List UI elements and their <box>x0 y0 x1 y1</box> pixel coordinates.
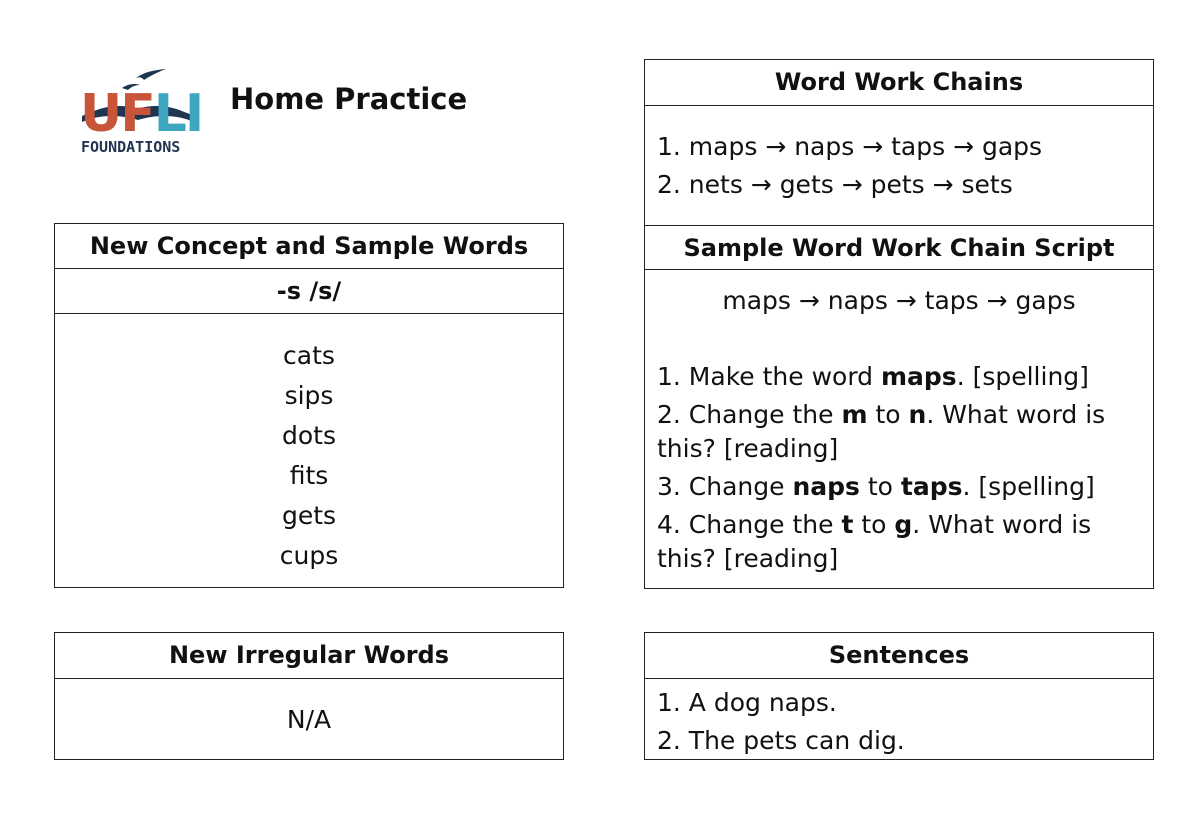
sample-word: cups <box>279 541 339 570</box>
logo-subtitle: FOUNDATIONS <box>81 138 181 156</box>
word-work-chains-panel <box>644 59 1154 589</box>
page-title: Home Practice <box>230 82 468 116</box>
chain-item: 2. nets → gets → pets → sets <box>657 170 1013 199</box>
ufli-logo-wordmark <box>80 84 203 144</box>
sample-word: fits <box>289 461 329 490</box>
script-step: 4. Change the t to g. What word is this? [reading] <box>657 510 1092 573</box>
sentences-panel <box>644 632 1154 760</box>
sample-word: gets <box>281 501 337 530</box>
irregular-words-panel <box>54 632 564 760</box>
sample-words-list <box>55 336 563 576</box>
script-chain: maps → naps → taps → gaps <box>722 286 1076 315</box>
concept-panel <box>54 223 564 588</box>
sentences-list <box>657 684 905 760</box>
logo-letter-u: U <box>80 84 121 144</box>
irregular-words-value: N/A <box>286 705 332 734</box>
word-work-chains-list <box>657 128 1042 204</box>
word-work-chains-title: Word Work Chains <box>645 60 1153 106</box>
irregular-words-title: New Irregular Words <box>55 633 563 679</box>
chain-item: 1. maps → naps → taps → gaps <box>657 132 1043 161</box>
logo-letter-l: L <box>153 84 185 144</box>
sentence-item: 1. A dog naps. <box>657 688 837 717</box>
sentences-title: Sentences <box>645 633 1153 679</box>
script-step: 2. Change the m to n. What word is this? [reading] <box>657 400 1106 463</box>
sample-word: sips <box>284 381 334 410</box>
concept-title: New Concept and Sample Words <box>55 224 563 269</box>
logo-letter-i: I <box>184 84 203 144</box>
script-title: Sample Word Work Chain Script <box>645 225 1153 270</box>
script-steps-list <box>657 360 1137 580</box>
sample-word: cats <box>283 341 335 370</box>
sentence-item: 2. The pets can dig. <box>657 726 905 755</box>
script-step: 1. Make the word maps. [spelling] <box>657 362 1089 391</box>
sample-word: dots <box>282 421 336 450</box>
script-step: 3. Change naps to taps. [spelling] <box>657 472 1095 501</box>
logo-letter-f: F <box>120 84 154 144</box>
concept-pattern: -s /s/ <box>55 269 563 314</box>
